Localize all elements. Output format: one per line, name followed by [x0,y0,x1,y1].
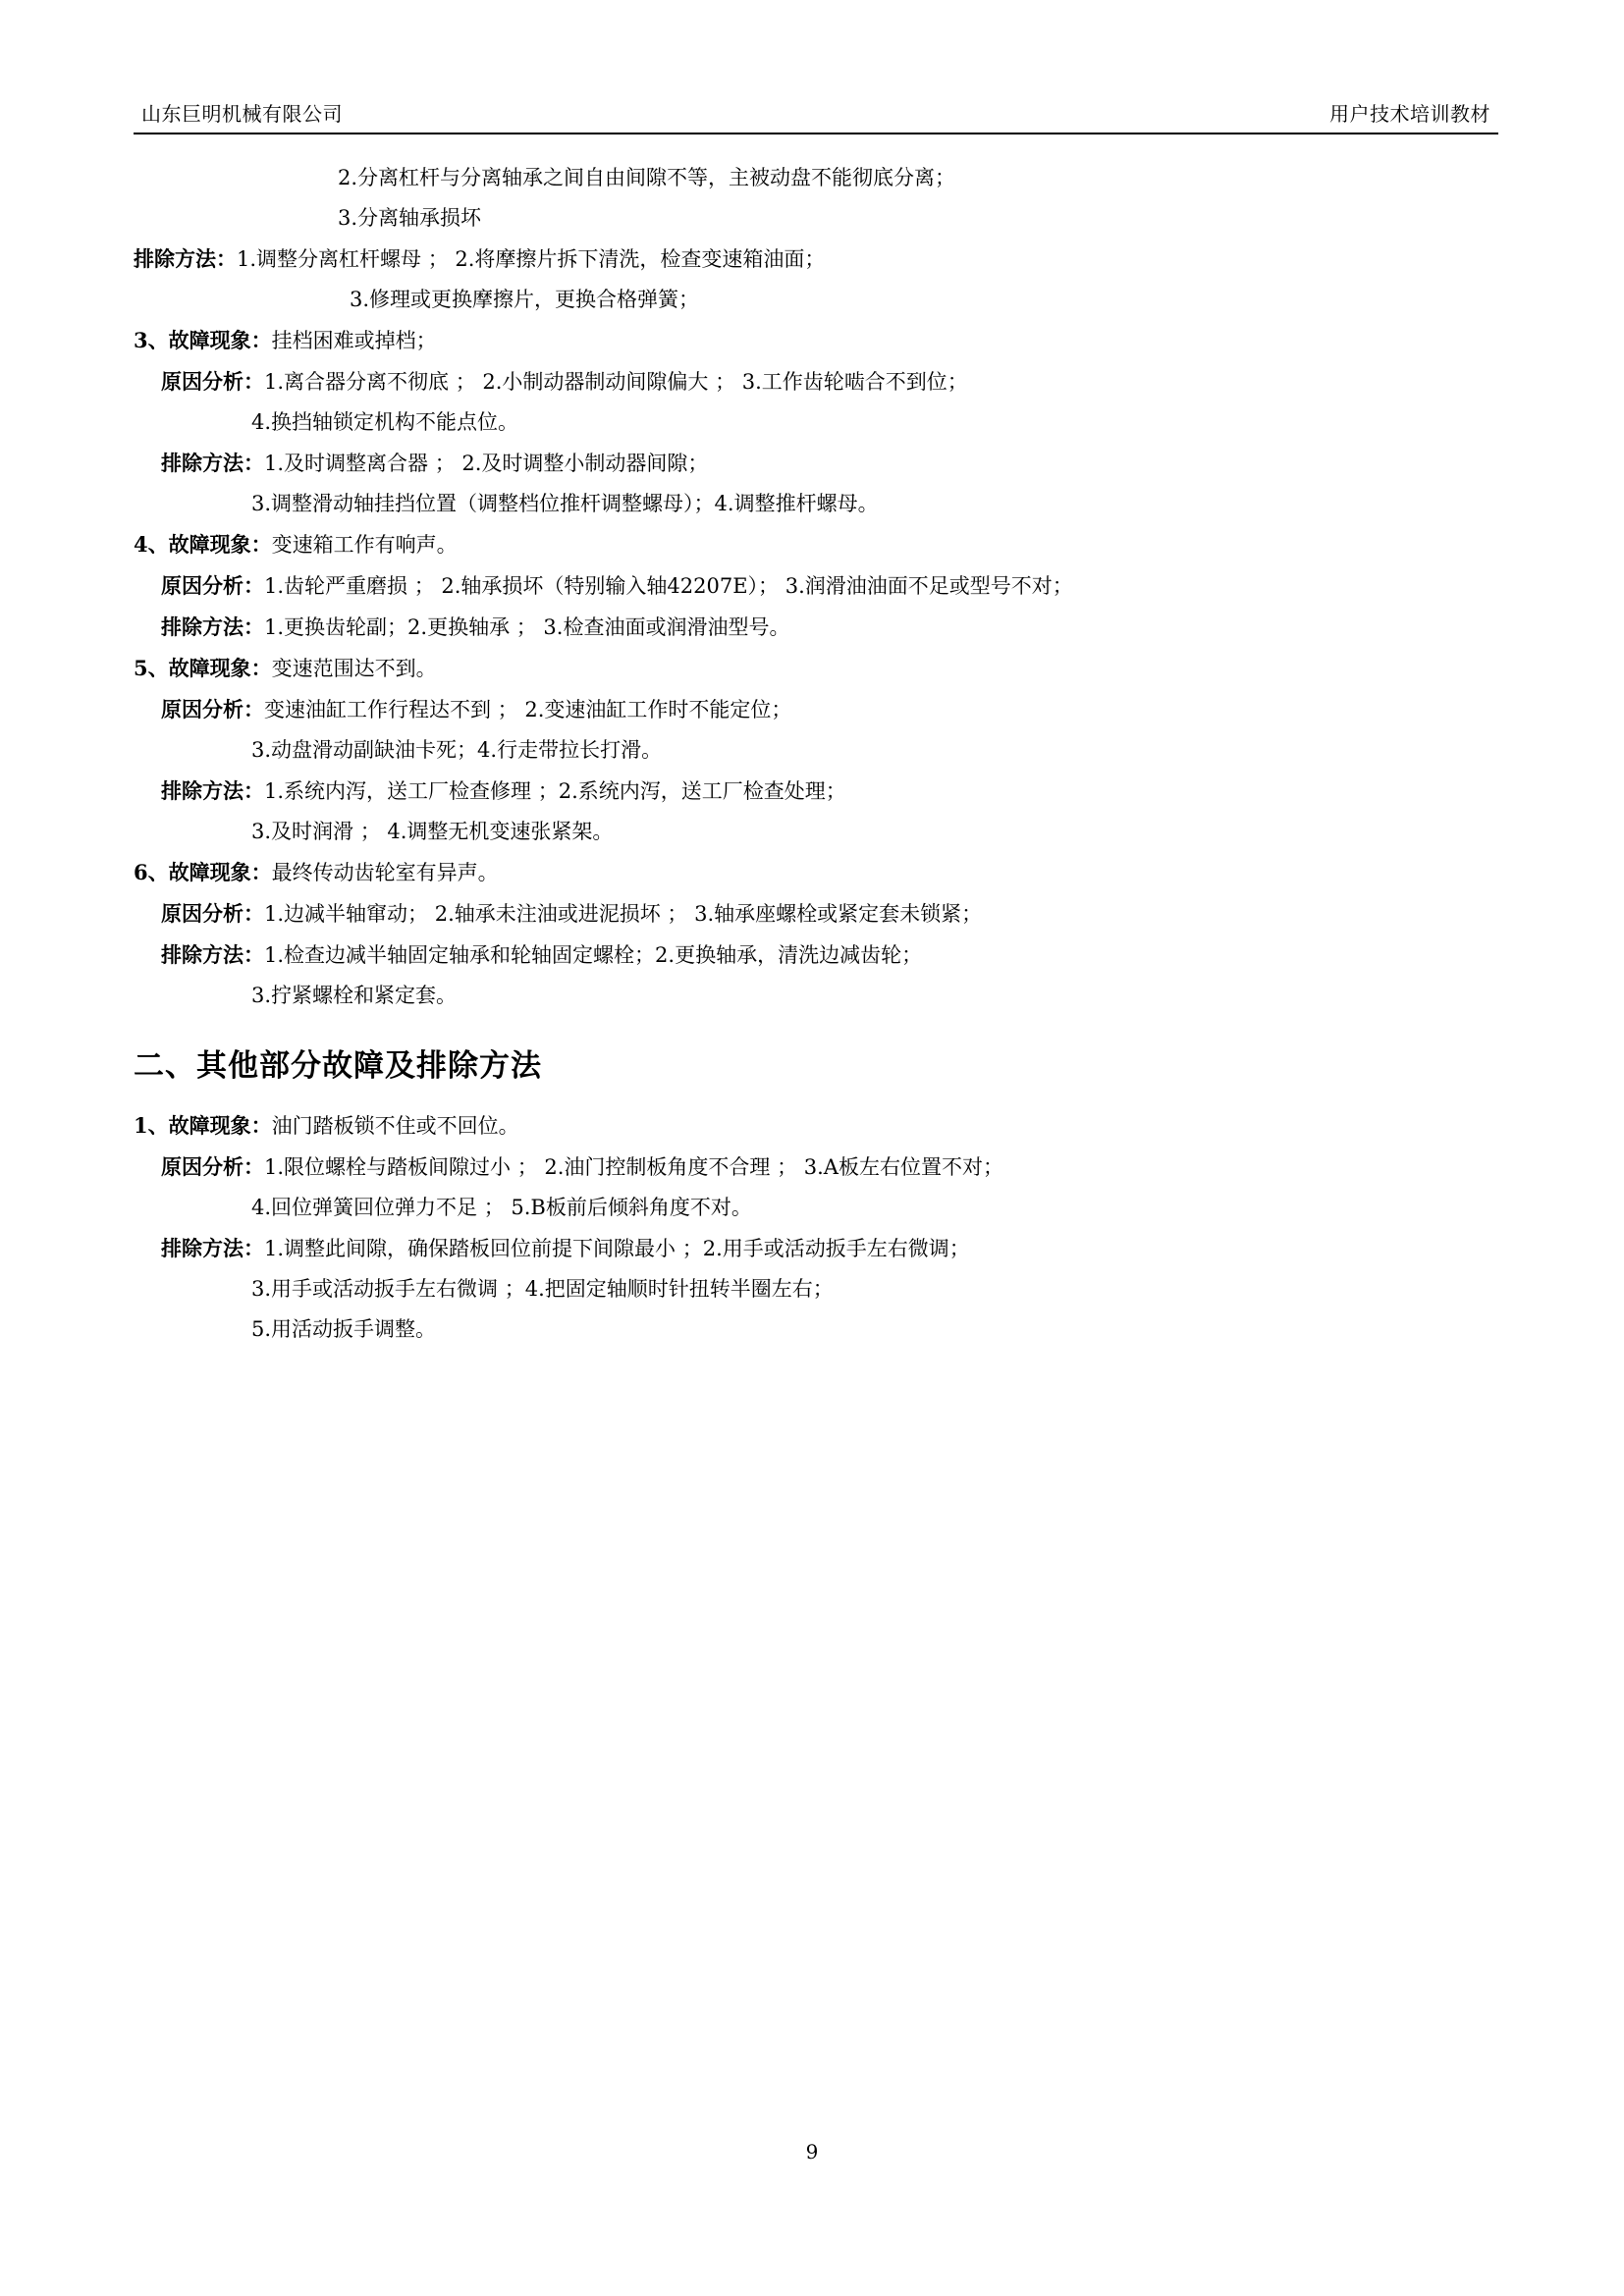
remedy-text: 1.检查边减半轴固定轴承和轮轴固定螺栓；2.更换轴承，清洗边减齿轮； [264,943,923,967]
remedy-line [134,616,1498,638]
fault-number: 3、 [134,328,169,352]
remedy-line [134,290,1498,310]
cause-text: 4.回位弹簧回位弹力不足 ； 5.B板前后倾斜角度不对。 [251,1196,752,1219]
remedy-label: 排除方法： [134,246,237,271]
header-company-name: 山东巨明机械有限公司 [141,102,343,126]
remedy-line [134,944,1498,966]
fault-label: 故障现象： [168,860,272,884]
fault-title [134,534,1498,556]
fault-label: 故障现象： [168,656,272,680]
remedy-text: 1.及时调整离合器 ； 2.及时调整小制动器间隙； [264,452,709,475]
fault-label: 故障现象： [168,1113,272,1138]
page-content [134,98,1498,1360]
remedy-text: 1.更换齿轮副；2.更换轴承 ； 3.检查油面或润滑油型号。 [264,615,790,639]
remedy-text: 1.调整分离杠杆螺母 ； 2.将摩擦片拆下清洗，检查变速箱油面； [237,247,826,271]
remedy-text: 3.用手或活动扳手左右微调 ；4.把固定轴顺时针扭转半圈左右； [251,1277,834,1301]
remedy-line [134,1238,1498,1259]
fault-text: 油门踏板锁不住或不回位。 [271,1114,519,1138]
remedy-line [134,248,1498,270]
cause-line [134,575,1498,597]
cause-line [134,371,1498,393]
remedy-line [134,780,1498,802]
cause-text: 3.动盘滑动副缺油卡死；4.行走带拉长打滑。 [251,738,663,762]
fault-title [134,330,1498,351]
page-number: 9 [805,2140,819,2163]
remedy-label: 排除方法： [161,778,264,803]
fault-number: 1、 [134,1113,169,1138]
remedy-label: 排除方法： [161,614,264,639]
cause-line [134,412,1498,433]
cause-line [134,1156,1498,1178]
cause-label: 原因分析： [161,1154,264,1179]
fault-number: 4、 [134,532,169,557]
continuation-line [134,208,1498,229]
continuation-text: 3.分离轴承损坏 [338,206,482,230]
cause-label: 原因分析： [161,369,264,394]
remedy-text: 3.拧紧螺栓和紧定套。 [251,984,458,1007]
continuation-text: 2.分离杠杆与分离轴承之间自由间隙不等，主被动盘不能彻底分离； [338,166,956,189]
continuation-line [134,168,1498,188]
fault-label: 故障现象： [168,328,272,352]
fault-title [134,1115,1498,1137]
cause-text: 1.齿轮严重磨损 ； 2.轴承损坏（特别输入轴42207E）； 3.润滑油油面不足或型号不对； [264,574,1073,598]
cause-label: 原因分析： [161,697,264,721]
remedy-label: 排除方法： [161,942,264,967]
fault-text: 变速箱工作有响声。 [271,533,458,557]
remedy-text: 1.调整此间隙，确保踏板回位前提下间隙最小 ；2.用手或活动扳手左右微调； [264,1237,970,1260]
fault-label: 故障现象： [168,532,272,557]
remedy-text: 3.及时润滑 ； 4.调整无机变速张紧架。 [251,820,614,843]
fault-title [134,658,1498,679]
remedy-text: 1.系统内泻，送工厂检查修理 ；2.系统内泻，送工厂检查处理； [264,779,846,803]
remedy-label: 排除方法： [161,451,264,475]
remedy-line [134,822,1498,842]
fault-text: 挂档困难或掉档； [271,329,437,352]
cause-label: 原因分析： [161,901,264,926]
cause-text: 1.边减半轴窜动； 2.轴承未注油或进泥损坏 ； 3.轴承座螺栓或紧定套未锁紧； [264,902,983,926]
cause-text: 变速油缸工作行程达不到 ； 2.变速油缸工作时不能定位； [264,698,792,721]
remedy-text: 5.用活动扳手调整。 [251,1317,437,1341]
cause-line [134,740,1498,761]
cause-line [134,1198,1498,1218]
remedy-line [134,1279,1498,1300]
fault-number: 6、 [134,860,169,884]
remedy-label: 排除方法： [161,1236,264,1260]
cause-text: 1.限位螺栓与踏板间隙过小 ； 2.油门控制板角度不合理 ； 3.A板左右位置不对； [264,1155,1003,1179]
cause-line [134,903,1498,925]
remedy-line [134,453,1498,474]
header-document-title: 用户技术培训教材 [1329,102,1490,126]
remedy-text: 3.调整滑动轴挂挡位置（调整档位推杆调整螺母）；4.调整推杆螺母。 [251,492,879,515]
remedy-text: 3.修理或更换摩擦片，更换合格弹簧； [350,288,700,311]
page-header [134,98,1498,134]
document-body [134,134,1498,1340]
cause-text: 1.离合器分离不彻底 ； 2.小制动器制动间隙偏大 ； 3.工作齿轮啮合不到位； [264,370,968,394]
remedy-line [134,494,1498,514]
fault-number: 5、 [134,656,169,680]
cause-text: 4.换挡轴锁定机构不能点位。 [251,410,519,434]
remedy-line [134,986,1498,1006]
remedy-line [134,1319,1498,1340]
fault-title [134,862,1498,883]
fault-text: 最终传动齿轮室有异声。 [271,861,499,884]
cause-label: 原因分析： [161,573,264,598]
fault-text: 变速范围达不到。 [271,657,437,680]
section-heading: 二、其他部分故障及排除方法 [134,1048,542,1084]
cause-line [134,699,1498,721]
